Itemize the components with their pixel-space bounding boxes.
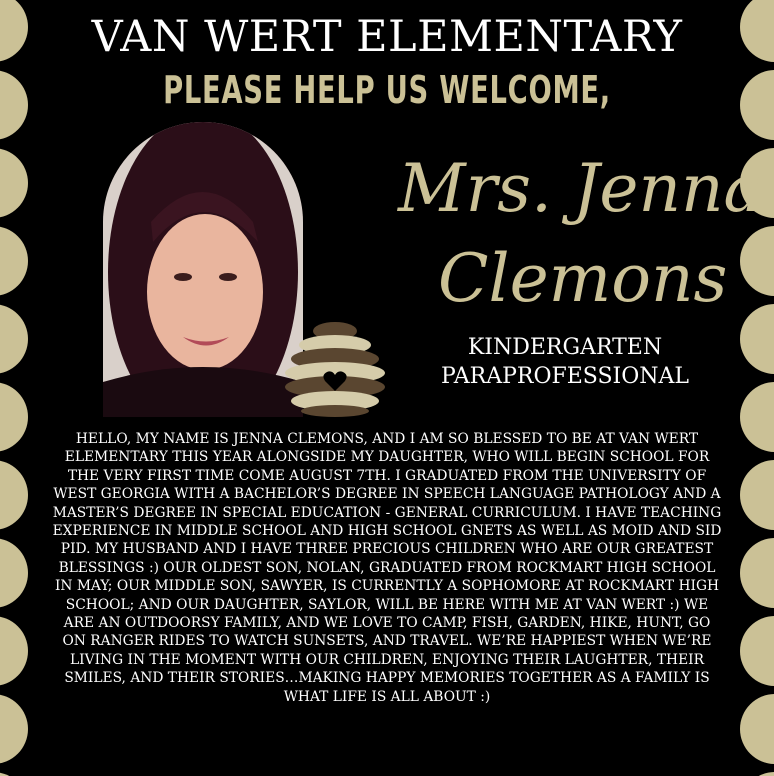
scallop-circle	[0, 382, 28, 452]
scallop-circle	[740, 616, 774, 686]
scallop-circle	[0, 616, 28, 686]
role-line-2: PARAPROFESSIONAL	[440, 364, 690, 389]
scallop-circle	[0, 148, 28, 218]
scallop-circle	[740, 70, 774, 140]
portrait-illustration	[103, 122, 303, 417]
scallop-circle	[740, 382, 774, 452]
scallop-circle	[740, 772, 774, 776]
scallop-circle	[740, 538, 774, 608]
scallop-circle	[740, 226, 774, 296]
staff-name-first: Mrs. Jenna	[398, 150, 763, 227]
role-line-1: KINDERGARTEN	[467, 335, 663, 360]
scallop-circle	[0, 538, 28, 608]
beehive-heart-icon	[280, 317, 390, 417]
scallop-circle	[0, 304, 28, 374]
bio-paragraph: HELLO, MY NAME IS JENNA CLEMONS, AND I AM SO BLESSED TO BE AT VAN WERT ELEMENTARY THIS YEAR ALONGSIDE MY DAUGHTER, WHO WILL BEGIN SCHOOL FOR THE VERY FIRST TIME COME AUGUST 7TH. I GRADUATED FROM THE UNIVERSITY OF WEST GEORGIA WITH A BACHELOR’S DEGREE IN SPEECH LANGUAGE PATHOLOGY AND A MASTER’S DEGREE IN SPECIAL EDUCATION - GENERAL CURRICULUM. I HAVE TEACHING EXPERIENCE IN MIDDLE SCHOOL AND HIGH SCHOOL GNETS AS WELL AS MOID AND SID PID. MY HUSBAND AND I HAVE THREE PRECIOUS CHILDREN WHO ARE OUR GREATEST BLESSINGS :) OUR OLDEST SON, NOLAN, GRADUATED FROM ROCKMART HIGH SCHOOL IN MAY; OUR MIDDLE SON, SAWYER, IS CURRENTLY A SOPHOMORE AT ROCKMART HIGH SCHOOL; AND OUR DAUGHTER, SAYLOR, WILL BE HERE WITH ME AT VAN WERT :) WE ARE AN OUTDOORSY FAMILY, AND WE LOVE TO CAMP, FISH, GARDEN, HIKE, HUNT, GO ON RANGER RIDES TO WATCH SUNSETS, AND TRAVEL. WE’RE HAPPIEST WHEN WE’RE LIVING IN THE MOMENT WITH OUR CHILDREN, ENJOYING THEIR LAUGHTER, THEIR SMILES, AND THEIR STORIES…MAKING HAPPY MEMORIES TOGETHER AS A FAMILY IS WHAT LIFE IS ALL ABOUT :)	[52, 431, 722, 705]
scallop-circle	[740, 304, 774, 374]
portrait-photo	[103, 122, 303, 417]
school-name: VAN WERT ELEMENTARY	[91, 12, 683, 62]
scallop-circle	[0, 460, 28, 530]
scallop-circle	[0, 772, 28, 776]
staff-role	[420, 333, 710, 391]
scallop-circle	[740, 694, 774, 764]
scallop-circle	[740, 460, 774, 530]
scallop-circle	[0, 226, 28, 296]
scallop-circle	[0, 694, 28, 764]
staff-name-last: Clemons	[438, 240, 728, 317]
scallop-circle	[0, 70, 28, 140]
welcome-line: PLEASE HELP US WELCOME,	[163, 68, 611, 112]
